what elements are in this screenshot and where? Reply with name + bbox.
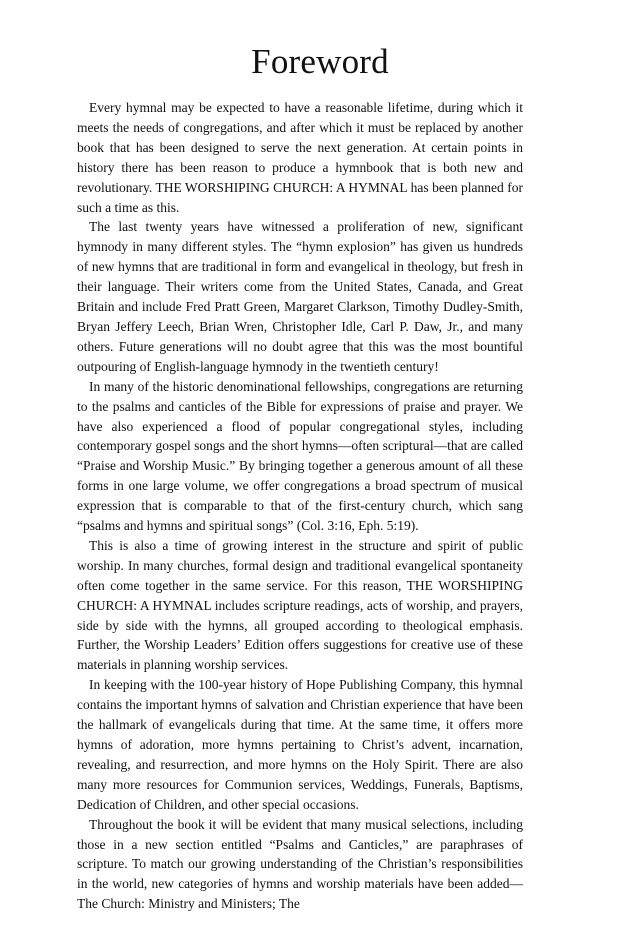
paragraph-5: In keeping with the 100-year history of Hope Publishing Company, this hymnal contains the important hymns of salvation and Christian experience that have been the hallmark of evangelicals during that time. At the same time, it offers more hymns of adoration, more hymns pertaining to Christ’s advent, incarnation, revealing, and resurrection, and more hymns on the Holy Spirit. There are also many more resources for Communion services, Weddings, Funerals, Baptisms, Dedication of Children, and other special occasions. bbox=[77, 677, 523, 812]
paragraph-4: This is also a time of growing interest in the structure and spirit of public worship. In many churches, formal design and traditional evangelical spontaneity often come together in the same service. For this reason, THE WORSHIPING CHURCH: A HYMNAL includes scripture readings, acts of worship, and prayers, side by side with the hymns, all grouped according to theological emphasis. Further, the Worship Leaders’ Edition offers suggestions for creative use of these materials in planning worship services. bbox=[77, 537, 523, 673]
page-title: Foreword bbox=[251, 42, 389, 81]
paragraph-1: Every hymnal may be expected to have a reasonable lifetime, during which it meets the needs of congregations, and after which it must be replaced by another book that has been designed to serve the next generation. At certain points in history there has been reason to produce a hymnbook that is both new and revolutionary. THE WORSHIPING CHURCH: A HYMNAL has been planned for such a time as this. bbox=[77, 100, 523, 215]
paragraph-2: The last twenty years have witnessed a proliferation of new, significant hymnody in many different styles. The “hymn explosion” has given us hundreds of new hymns that are traditional in form and evangelical in theology, but fresh in their language. Their writers come from the United States, Canada, and Great Britain and include Fred Pratt Green, Margaret Clarkson, Timothy Dudley-Smith, Bryan Jeffery Leech, Brian Wren, Christopher Idle, Carl P. Daw, Jr., and many others. Future generations will no doubt agree that this was the most bountiful outpouring of English-language hymnody in the twentieth century! bbox=[77, 219, 523, 374]
paragraph-3: In many of the historic denominational fellowships, congregations are returning to the psalms and canticles of the Bible for expressions of praise and prayer. We have also experienced a flood of popular congregational styles, including contemporary gospel songs and the short hymns—often scriptural—that are called “Praise and Worship Music.” By bringing together a generous amount of all these forms in one large volume, we offer congregations a broad spectrum of musical expression that is comparable to that of the first-century church, which sang “psalms and hymns and spiritual songs” (Col. 3:16, Eph. 5:19). bbox=[77, 378, 523, 534]
paragraph-6: Throughout the book it will be evident that many musical selections, including those in a new section entitled “Psalms and Canticles,” are paraphrases of scripture. To match our growing understanding of the Christian’s responsibilities in the world, new categories of hymns and worship materials have been added—The Church: Ministry and Ministers; The bbox=[77, 816, 523, 912]
foreword-body bbox=[77, 98, 523, 914]
